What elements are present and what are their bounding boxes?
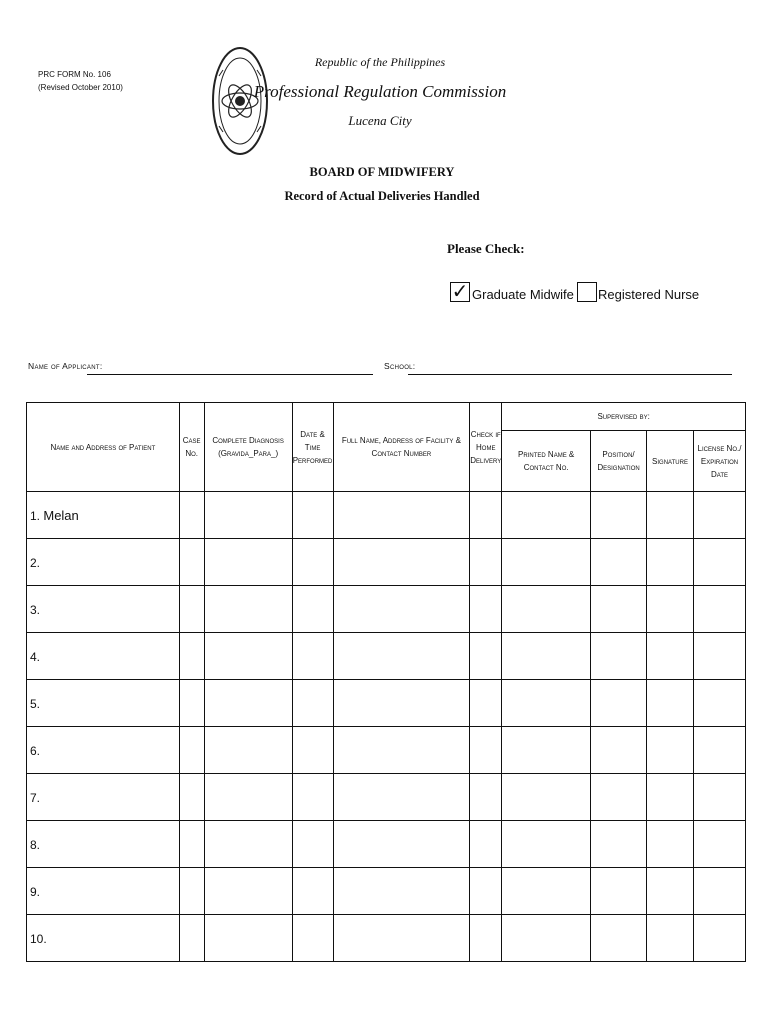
printed-name-cell[interactable] — [502, 586, 591, 633]
diagnosis-cell[interactable] — [204, 868, 292, 915]
facility-cell[interactable] — [333, 915, 470, 962]
facility-cell[interactable] — [333, 633, 470, 680]
position-cell[interactable] — [591, 633, 647, 680]
row-number: 7. — [30, 790, 41, 805]
row-number: 3. — [30, 602, 41, 617]
header-printed-name: Printed Name & Contact No. — [502, 431, 591, 492]
table-row — [27, 774, 746, 821]
signature-cell[interactable] — [647, 539, 694, 586]
case-no-cell[interactable] — [179, 868, 204, 915]
row-number: 2. — [30, 555, 41, 570]
form-number — [38, 68, 123, 94]
patient-cell[interactable] — [27, 821, 180, 868]
header-license: License No./ Expiration Date — [693, 431, 745, 492]
position-cell[interactable] — [591, 586, 647, 633]
datetime-cell[interactable] — [292, 774, 333, 821]
case-no-cell[interactable] — [179, 539, 204, 586]
signature-cell[interactable] — [647, 586, 694, 633]
header-home-delivery: Check if Home Delivery — [470, 403, 502, 492]
diagnosis-cell[interactable] — [204, 492, 292, 539]
license-cell[interactable] — [693, 680, 745, 727]
header-signature: Signature — [647, 431, 694, 492]
commission-name: Professional Regulation Commission — [253, 82, 507, 101]
case-no-cell[interactable] — [179, 915, 204, 962]
checkmark-icon: ✓ — [451, 281, 469, 303]
position-cell[interactable] — [591, 821, 647, 868]
signature-cell[interactable] — [647, 868, 694, 915]
applicant-label: Name of Applicant: — [28, 361, 103, 371]
datetime-cell[interactable] — [292, 727, 333, 774]
table-row — [27, 492, 746, 539]
signature-cell[interactable] — [647, 727, 694, 774]
signature-cell[interactable] — [647, 821, 694, 868]
license-cell[interactable] — [693, 539, 745, 586]
printed-name-cell[interactable] — [502, 774, 591, 821]
datetime-cell[interactable] — [292, 680, 333, 727]
position-cell[interactable] — [591, 492, 647, 539]
row-number: 10. — [30, 931, 47, 946]
signature-cell[interactable] — [647, 633, 694, 680]
home-delivery-cell[interactable] — [470, 492, 502, 539]
datetime-cell[interactable] — [292, 586, 333, 633]
table-row — [27, 586, 746, 633]
patient-cell[interactable] — [27, 680, 180, 727]
printed-name-cell[interactable] — [502, 680, 591, 727]
row-number: 5. — [30, 696, 41, 711]
case-no-cell[interactable] — [179, 586, 204, 633]
diagnosis-cell[interactable] — [204, 680, 292, 727]
license-cell[interactable] — [693, 774, 745, 821]
home-delivery-cell[interactable] — [470, 633, 502, 680]
home-delivery-cell[interactable] — [470, 821, 502, 868]
patient-name: Melan — [43, 507, 79, 523]
position-cell[interactable] — [591, 539, 647, 586]
home-delivery-cell[interactable] — [470, 774, 502, 821]
signature-cell[interactable] — [647, 915, 694, 962]
patient-cell[interactable] — [27, 539, 180, 586]
position-cell[interactable] — [591, 727, 647, 774]
facility-cell[interactable] — [333, 868, 470, 915]
license-cell[interactable] — [693, 492, 745, 539]
graduate-midwife-label: Graduate Midwife — [472, 287, 574, 302]
board-title: BOARD OF MIDWIFERY — [309, 165, 455, 179]
patient-cell[interactable] — [27, 915, 180, 962]
facility-cell[interactable] — [333, 680, 470, 727]
table-row — [27, 680, 746, 727]
form-number-text: PRC FORM No. 106 — [38, 70, 111, 79]
header-case-no: Case No. — [179, 403, 204, 492]
school-field[interactable] — [408, 374, 732, 375]
home-delivery-cell[interactable] — [470, 915, 502, 962]
datetime-cell[interactable] — [292, 915, 333, 962]
case-no-cell[interactable] — [179, 727, 204, 774]
printed-name-cell[interactable] — [502, 633, 591, 680]
facility-cell[interactable] — [333, 492, 470, 539]
row-number: 1. — [30, 508, 41, 523]
patient-cell[interactable] — [27, 727, 180, 774]
record-title: Record of Actual Deliveries Handled — [284, 189, 480, 203]
license-cell[interactable] — [693, 633, 745, 680]
case-no-cell[interactable] — [179, 774, 204, 821]
case-no-cell[interactable] — [179, 821, 204, 868]
patient-cell[interactable] — [27, 586, 180, 633]
case-no-cell[interactable] — [179, 492, 204, 539]
facility-cell[interactable] — [333, 774, 470, 821]
home-delivery-cell[interactable] — [470, 680, 502, 727]
header-datetime: Date & Time Performed — [292, 403, 333, 492]
row-number: 8. — [30, 837, 41, 852]
table-row — [27, 868, 746, 915]
table-row — [27, 821, 746, 868]
republic-line: Republic of the Philippines — [314, 55, 446, 69]
home-delivery-cell[interactable] — [470, 727, 502, 774]
table-row — [27, 915, 746, 962]
header-patient: Name and Address of Patient — [27, 403, 180, 492]
facility-cell[interactable] — [333, 539, 470, 586]
signature-cell[interactable] — [647, 492, 694, 539]
school-label: School: — [384, 361, 416, 371]
diagnosis-cell[interactable] — [204, 774, 292, 821]
position-cell[interactable] — [591, 868, 647, 915]
applicant-name-field[interactable] — [87, 374, 373, 375]
patient-cell[interactable] — [27, 633, 180, 680]
patient-cell[interactable] — [27, 868, 180, 915]
license-cell[interactable] — [693, 868, 745, 915]
datetime-cell[interactable] — [292, 633, 333, 680]
license-cell[interactable] — [693, 915, 745, 962]
printed-name-cell[interactable] — [502, 821, 591, 868]
position-cell[interactable] — [591, 915, 647, 962]
home-delivery-cell[interactable] — [470, 586, 502, 633]
diagnosis-cell[interactable] — [204, 915, 292, 962]
header-position: Position/ Designation — [591, 431, 647, 492]
table-row — [27, 633, 746, 680]
patient-cell[interactable] — [27, 774, 180, 821]
printed-name-cell[interactable] — [502, 915, 591, 962]
license-cell[interactable] — [693, 821, 745, 868]
patient-cell[interactable] — [27, 492, 180, 539]
revised-date: (Revised October 2010) — [38, 83, 123, 92]
facility-cell[interactable] — [333, 586, 470, 633]
header-supervised-by: Supervised by: — [502, 403, 746, 431]
diagnosis-cell[interactable] — [204, 821, 292, 868]
printed-name-cell[interactable] — [502, 868, 591, 915]
registered-nurse-label: Registered Nurse — [598, 287, 700, 302]
case-no-cell[interactable] — [179, 680, 204, 727]
facility-cell[interactable] — [333, 821, 470, 868]
diagnosis-cell[interactable] — [204, 539, 292, 586]
position-cell[interactable] — [591, 774, 647, 821]
printed-name-cell[interactable] — [502, 492, 591, 539]
datetime-cell[interactable] — [292, 821, 333, 868]
city-name: Lucena City — [348, 113, 412, 128]
printed-name-cell[interactable] — [502, 539, 591, 586]
header-diagnosis: Complete Diagnosis (Gravida_Para_) — [204, 403, 292, 492]
home-delivery-cell[interactable] — [470, 539, 502, 586]
registered-nurse-checkbox[interactable] — [577, 282, 597, 302]
diagnosis-cell[interactable] — [204, 586, 292, 633]
datetime-cell[interactable] — [292, 539, 333, 586]
signature-cell[interactable] — [647, 774, 694, 821]
signature-cell[interactable] — [647, 680, 694, 727]
deliveries-table — [26, 402, 746, 962]
table-row — [27, 727, 746, 774]
table-row — [27, 539, 746, 586]
printed-name-cell[interactable] — [502, 727, 591, 774]
row-number: 6. — [30, 743, 41, 758]
facility-cell[interactable] — [333, 727, 470, 774]
diagnosis-cell[interactable] — [204, 727, 292, 774]
please-check-label: Please Check: — [447, 241, 525, 256]
license-cell[interactable] — [693, 586, 745, 633]
position-cell[interactable] — [591, 680, 647, 727]
datetime-cell[interactable] — [292, 868, 333, 915]
datetime-cell[interactable] — [292, 492, 333, 539]
header-facility: Full Name, Address of Facility & Contact Number — [333, 403, 470, 492]
case-no-cell[interactable] — [179, 633, 204, 680]
graduate-midwife-checkbox[interactable] — [450, 282, 470, 302]
row-number: 4. — [30, 649, 41, 664]
home-delivery-cell[interactable] — [470, 868, 502, 915]
license-cell[interactable] — [693, 727, 745, 774]
row-number: 9. — [30, 884, 41, 899]
diagnosis-cell[interactable] — [204, 633, 292, 680]
